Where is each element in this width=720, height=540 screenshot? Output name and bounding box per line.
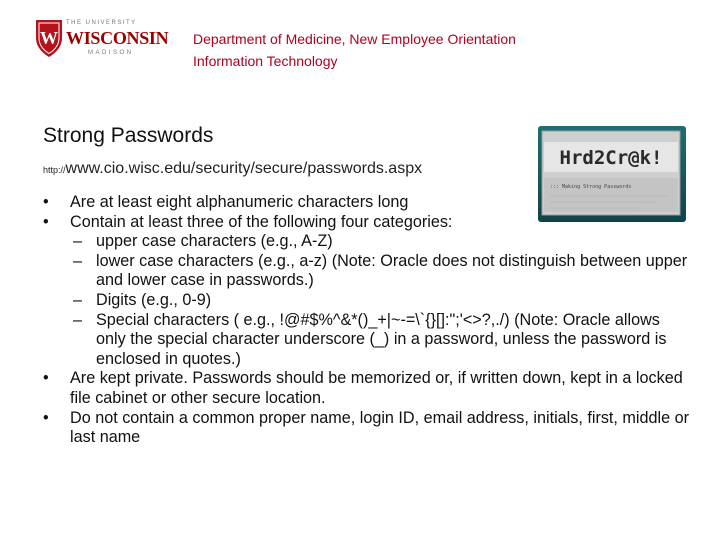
bullet-list [43, 193, 693, 448]
logo-city: MADISON [88, 50, 134, 56]
logo-name: WISCONSIN [66, 28, 169, 48]
bullet-mark: • [43, 408, 49, 427]
passwords-link[interactable] [43, 160, 422, 178]
header-line-2: Information Technology [193, 53, 338, 69]
book-subtitle: ::: Making Strong Passwords [550, 184, 632, 190]
dash-mark: – [73, 290, 83, 309]
list-item [43, 409, 693, 448]
crest-letter: W [40, 28, 58, 48]
sub-bullet-text: lower case characters (e.g., a-z) (Note: Oracle does not distinguish between upper and lower case in passwords.) [96, 251, 688, 290]
bullet-text: Do not contain a common proper name, login ID, email address, initials, first, middle or last name [70, 408, 689, 447]
sub-list-item [43, 252, 693, 291]
list-item [43, 213, 693, 233]
university-logo [30, 14, 169, 68]
crest-icon [34, 18, 64, 58]
url-path: www.cio.wisc.edu/security/secure/passwords.aspx [65, 160, 423, 177]
bullet-text: Contain at least three of the following four categories: [70, 212, 453, 231]
list-item [43, 369, 693, 408]
slide-header [193, 28, 516, 72]
sub-list-item [43, 311, 693, 370]
sub-list-item [43, 291, 693, 311]
bullet-mark: • [43, 369, 49, 388]
dash-mark: – [73, 310, 83, 329]
sub-bullet-text: Digits (e.g., 0-9) [96, 290, 212, 309]
list-item [43, 193, 693, 213]
dash-mark: – [73, 232, 83, 251]
dash-mark: – [73, 251, 83, 270]
book-title: Hrd2Cr@k! [559, 147, 663, 169]
sub-bullet-text: Special characters ( e.g., !@#$%^&*()_+|~-=\`{}[]:";'<>?,./) (Note: Oracle allows only the special character underscore (_) in a password, unless the password is enclosed in quotes.) [96, 310, 667, 368]
sub-bullet-text: upper case characters (e.g., A-Z) [96, 232, 333, 251]
header-line-1: Department of Medicine, New Employee Orientation [193, 31, 516, 47]
bullet-mark: • [43, 193, 49, 211]
url-prefix: http:// [43, 165, 66, 175]
bullet-mark: • [43, 212, 49, 231]
slide-title: Strong Passwords [43, 124, 214, 147]
bullet-text: Are at least eight alphanumeric characters long [70, 193, 409, 211]
bullet-text: Are kept private. Passwords should be memorized or, if written down, kept in a locked file cabinet or other secure location. [70, 369, 683, 407]
sub-list-item [43, 232, 693, 252]
logo-top-text: THE UNIVERSITY [66, 20, 137, 26]
